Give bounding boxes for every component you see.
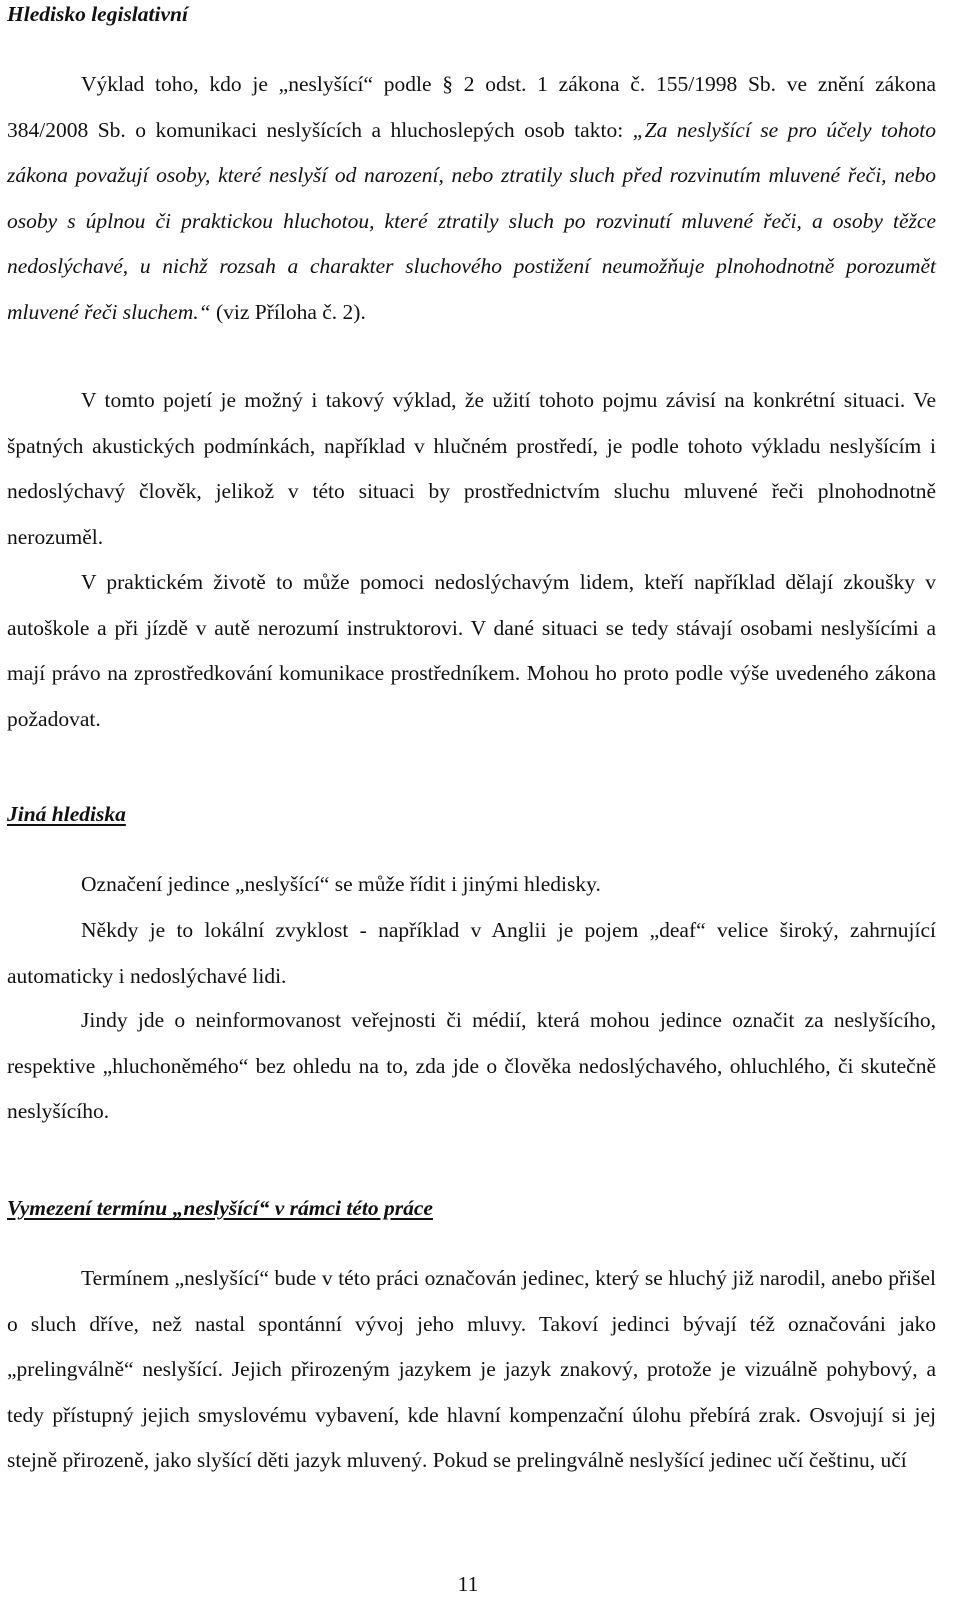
paragraph-local-custom: Někdy je to lokální zvyklost - například v Anglii je pojem „deaf“ velice široký, zahrnující automaticky i nedoslýchavé lidi. bbox=[7, 918, 936, 988]
section-heading-term-definition: Vymezení termínu „neslyšící“ v rámci této práce bbox=[7, 1196, 433, 1220]
paragraph-situational-interpretation: V tomto pojetí je možný i takový výklad, že užití tohoto pojmu závisí na konkrétní situaci. Ve špatných akustických podmínkách, například v hlučném prostředí, je podle tohoto výkladu neslyšícím i nedoslýchavý člověk, jelikož v této situaci by prostřednictvím sluchu mluvené řeči plnohodnotně nerozuměl. bbox=[7, 388, 936, 549]
page-number: 11 bbox=[457, 1572, 479, 1596]
paragraph-other-aspects-intro: Označení jedince „neslyšící“ se může řídit i jinými hledisky. bbox=[81, 872, 601, 896]
legal-quote: „Za neslyšící se pro účely tohoto zákona považují osoby, které neslyší od narození, nebo ztratily sluch před rozvinutím mluvené řeči, nebo osoby s úplnou či praktickou hluchotou, které ztratily sluch po rozvinutí mluvené řeči, a osoby těžce nedoslýchavé, u nichž rozsah a charakter sluchového postižení neumožňuje plnohodnotně porozumět mluvené řeči sluchem.“ bbox=[7, 117, 936, 324]
paragraph-public-misinformation: Jindy jde o neinformovanost veřejnosti či médií, která mohou jedince označit za neslyšícího, respektive „hluchoněmého“ bez ohledu na to, zda jde o člověka nedoslýchavého, ohluchlého, či skutečně neslyšícího. bbox=[7, 1008, 936, 1124]
appendix-reference: (viz Příloha č. 2). bbox=[210, 299, 366, 324]
legal-intro-text: Výklad toho, kdo je „neslyšící“ podle § 2 odst. 1 zákona č. 155/1998 Sb. ve znění zákona 384/2008 Sb. o komunikaci neslyšících a hluchoslepých osob takto: bbox=[7, 72, 936, 142]
paragraph-practical-life: V praktickém životě to může pomoci nedoslýchavým lidem, kteří například dělají zkoušky v autoškole a při jízdě v autě nerozumí instruktorovi. V dané situaci se tedy stávají osobami neslyšícími a mají právo na zprostředkování komunikace prostředníkem. Mohou ho proto podle výše uvedeného zákona požadovat. bbox=[7, 570, 936, 731]
section-heading-legislative: Hledisko legislativní bbox=[7, 2, 188, 26]
section-heading-other-aspects: Jiná hlediska bbox=[7, 802, 126, 826]
paragraph-term-definition: Termínem „neslyšící“ bude v této práci označován jedinec, který se hluchý již narodil, anebo přišel o sluch dříve, než nastal spontánní vývoj jeho mluvy. Takoví jedinci bývají též označováni jako „prelingválně“ neslyšící. Jejich přirozeným jazykem je jazyk znakový, protože je vizuálně pohybový, a tedy přístupný jejich smyslovému vybavení, kde hlavní kompenzační úlohu přebírá zrak. Osvojují si jej stejně přirozeně, jako slyšící děti jazyk mluvený. Pokud se prelingválně neslyšící jedinec učí češtinu, učí bbox=[7, 1266, 936, 1473]
paragraph-legal-definition bbox=[7, 62, 936, 336]
